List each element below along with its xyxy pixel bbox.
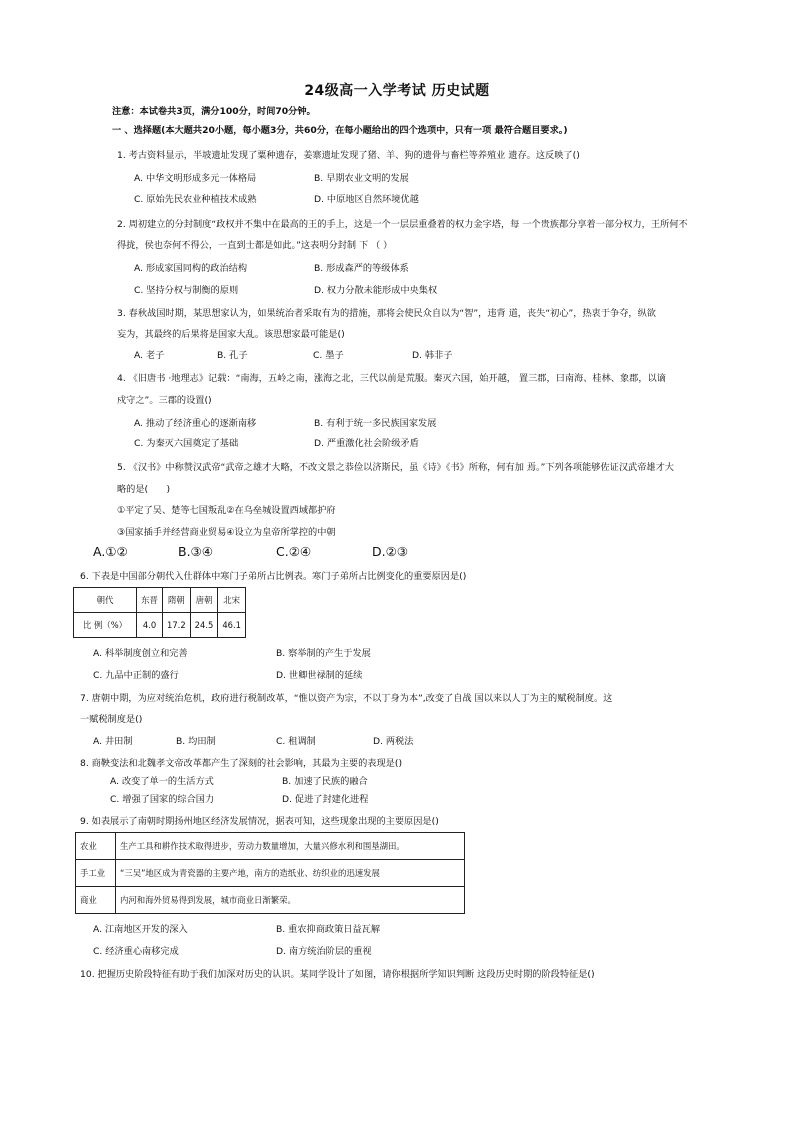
table-cell: 生产工具和耕作技术取得进步，劳动力数量增加，大量兴修水利和围垦湖田。 xyxy=(116,833,465,860)
table-cell: 东晋 xyxy=(137,588,163,613)
q7-stem-line2: 一赋税制度是() xyxy=(80,714,143,725)
q5-items-line1: ①平定了吴、楚等七国叛乱②在乌垒城设置西域都护府 xyxy=(117,505,336,516)
q3-option-d: D. 韩非子 xyxy=(412,350,453,361)
q2-stem-line2: 得拢，侯也奈何不得公，一直到士都是如此。”这表明分封制 下 （ ） xyxy=(117,240,393,251)
table-cell: 比 例（%） xyxy=(74,613,137,638)
q9-stem: 9. 如表展示了南朝时期扬州地区经济发展情况，据表可知，这些现象出现的主要原因是() xyxy=(80,816,439,827)
q7-option-a: A. 井田制 xyxy=(93,736,133,747)
q9-option-d: D. 南方统治阶层的重视 xyxy=(276,946,372,957)
q6-option-b: B. 察举制的产生于发展 xyxy=(276,648,371,659)
q2-option-d: D. 权力分散未能形成中央集权 xyxy=(314,285,438,296)
table-cell: 北宋 xyxy=(218,588,246,613)
table-cell: 农业 xyxy=(76,833,116,860)
q5-option-a: A.①② xyxy=(93,544,128,559)
q1-option-b: B. 早期农业文明的发展 xyxy=(314,173,409,184)
table-row xyxy=(76,860,465,887)
q9-table xyxy=(75,832,465,914)
q3-option-a: A. 老子 xyxy=(134,350,165,361)
q1-stem: 1. 考古资料显示，半坡遗址发现了粟种遗存，姜寨遗址发现了猪、羊、狗的遗骨与畜栏等养殖业 遗存。这反映了() xyxy=(117,150,580,161)
q1-option-a: A. 中华文明形成多元一体格局 xyxy=(134,173,257,184)
table-row xyxy=(74,588,246,613)
q6-option-c: C. 九品中正制的盛行 xyxy=(93,670,179,681)
q2-stem-line1: 2. 周初建立的分封制度“政权并不集中在最高的王的手上，这是一个一层层重叠着的权力金字塔，每 一个贵族都分享着一部分权力，王所何不 xyxy=(117,219,688,230)
q2-option-a: A. 形成家国同构的政治结构 xyxy=(134,263,248,274)
table-cell: 隋朝 xyxy=(163,588,191,613)
q8-option-c: C. 增强了国家的综合国力 xyxy=(110,794,215,805)
q3-stem-line2: 妄为，其最终的后果将是国家大乱。该思想家最可能是() xyxy=(117,329,345,340)
q7-option-c: C. 租调制 xyxy=(276,736,316,747)
table-row xyxy=(76,833,465,860)
table-row xyxy=(76,887,465,914)
q1-option-d: D. 中原地区自然环境优越 xyxy=(314,194,419,205)
q6-stem: 6. 下表是中国部分朝代入仕群体中寒门子弟所占比例表。寒门子弟所占比例变化的重要原因是() xyxy=(80,571,467,582)
q5-stem-line1: 5. 《汉书》中称赞汉武帝“武帝之雄才大略，不改文景之恭俭以济斯民，虽《诗》《书》所称，何有加 焉。”下列各项能够佐证汉武帝雄才大 xyxy=(117,462,674,473)
q8-option-d: D. 促进了封建化进程 xyxy=(282,794,369,805)
table-cell: 4.0 xyxy=(137,613,163,638)
table-row xyxy=(74,613,246,638)
table-cell: 商业 xyxy=(76,887,116,914)
q5-option-c: C.②④ xyxy=(276,544,312,559)
q8-option-a: A. 改变了单一的生活方式 xyxy=(110,776,214,787)
q9-option-c: C. 经济重心南移完成 xyxy=(93,946,179,957)
q7-stem-line1: 7. 唐朝中期，为应对统治危机，政府进行税制改革，“惟以资产为宗，不以丁身为本”,改变了自战 国以来以人丁为主的赋税制度。这 xyxy=(80,693,613,704)
q4-option-a: A. 推动了经济重心的逐渐南移 xyxy=(134,418,257,429)
q7-option-d: D. 两税法 xyxy=(373,736,414,747)
q4-stem-line2: 戍守之”。三郡的设置() xyxy=(117,395,212,406)
q5-items-line2: ③国家插手并经营商业贸易④设立为皇帝所掌控的中朝 xyxy=(117,527,336,538)
q4-option-c: C. 为秦灭六国奠定了基础 xyxy=(134,438,239,449)
table-cell: 17.2 xyxy=(163,613,191,638)
q4-option-d: D. 严重激化社会阶级矛盾 xyxy=(314,438,419,449)
q2-option-c: C. 坚持分权与制衡的原则 xyxy=(134,285,239,296)
table-cell: 手工业 xyxy=(76,860,116,887)
q3-option-b: B. 孔子 xyxy=(217,350,248,361)
q10-stem: 10. 把握历史阶段特征有助于我们加深对历史的认识。某同学设计了如图，请你根据所学知识判断 这段历史时期的阶段特征是() xyxy=(80,969,595,980)
q6-table xyxy=(73,587,246,638)
q5-option-b: B.③④ xyxy=(178,544,213,559)
q7-option-b: B. 均田制 xyxy=(176,736,216,747)
q1-option-c: C. 原始先民农业种植技术成熟 xyxy=(134,194,257,205)
exam-notice: 注意：本试卷共3页，满分100分，时间70分钟。 xyxy=(112,106,316,117)
table-cell: “三吴”地区成为青瓷器的主要产地，南方的造纸业、纺织业的迅速发展 xyxy=(116,860,465,887)
section-heading: 一 、选择题(本大题共20小题，每小题3分，共60分，在每小题给出的四个选项中，只有一项 最符合题目要求。) xyxy=(112,125,568,136)
q4-stem-line1: 4. 《旧唐书 ·地理志》记载：“南海，五岭之南，涨海之北，三代以前是荒服。秦灭六国，始开越， 置三郡，曰南海、桂林、象郡，以谪 xyxy=(117,373,666,384)
q6-option-d: D. 世卿世禄制的延续 xyxy=(276,670,363,681)
q8-stem: 8. 商鞅变法和北魏孝文帝改革都产生了深刻的社会影响，其最为主要的表现是() xyxy=(80,758,403,769)
q2-option-b: B. 形成森严的等级体系 xyxy=(314,263,409,274)
q4-option-b: B. 有利于统一多民族国家发展 xyxy=(314,418,437,429)
table-cell: 24.5 xyxy=(190,613,218,638)
q5-option-d: D.②③ xyxy=(372,544,409,559)
table-cell: 朝代 xyxy=(74,588,137,613)
q8-option-b: B. 加速了民族的融合 xyxy=(282,776,368,787)
q3-stem-line1: 3. 春秋战国时期，某思想家认为，如果统治者采取有为的措施，那将会使民众自以为“智”，违背 道，丧失“初心”，热衷于争夺，纵欲 xyxy=(117,308,656,319)
q6-option-a: A. 科举制度创立和完善 xyxy=(93,648,188,659)
q9-option-a: A. 江南地区开发的深入 xyxy=(93,924,188,935)
q9-option-b: B. 重农抑商政策日益瓦解 xyxy=(276,924,381,935)
table-cell: 46.1 xyxy=(218,613,246,638)
q5-stem-line2: 略的是( ) xyxy=(117,484,171,495)
page-title: 24级高一入学考试 历史试题 xyxy=(304,83,490,99)
table-cell: 内河和海外贸易得到发展，城市商业日渐繁荣。 xyxy=(116,887,465,914)
q3-option-c: C. 墨子 xyxy=(313,350,344,361)
table-cell: 唐朝 xyxy=(190,588,218,613)
